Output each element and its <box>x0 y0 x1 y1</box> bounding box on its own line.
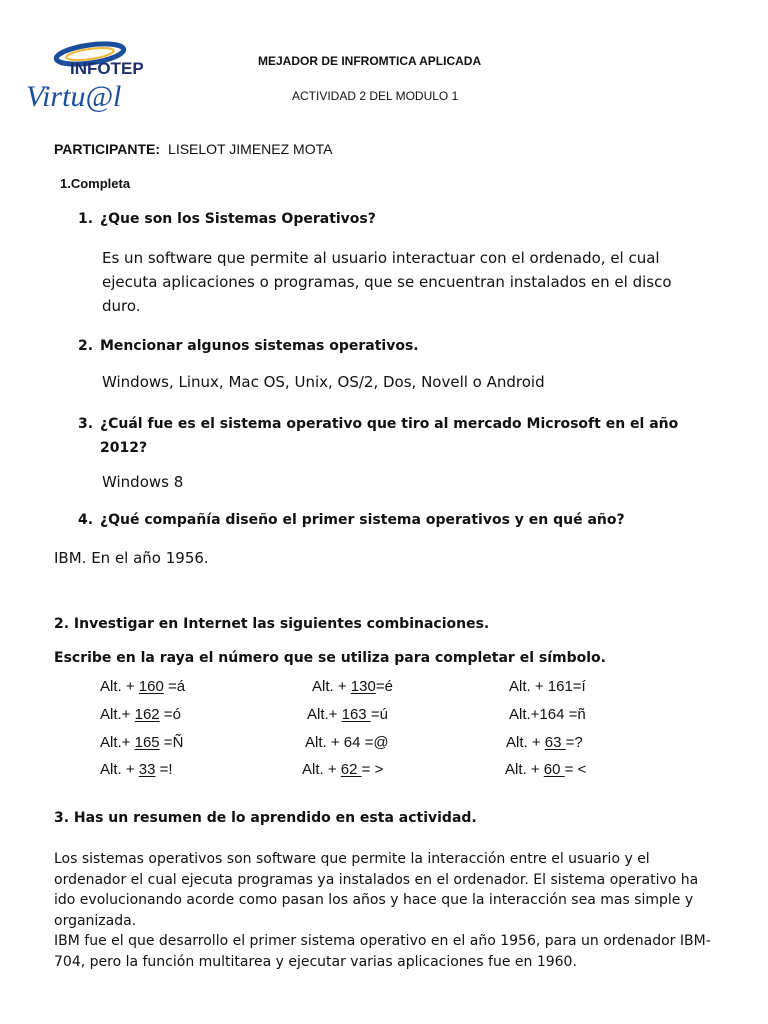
combo-r3-c1: Alt. + 62 = > <box>302 761 384 778</box>
combo-r2-c1: Alt. + 64 =@ <box>305 734 389 751</box>
combo-r1-c0: Alt.+ 162 =ó <box>100 706 181 723</box>
combo-r2-c2: Alt. + 63 =? <box>506 734 583 751</box>
answer-1 <box>102 246 672 318</box>
summary-text <box>54 849 724 972</box>
section1-heading: 1.Completa <box>60 176 131 191</box>
logo-graphic <box>24 40 144 112</box>
section2-instruction: Escribe en la raya el número que se utiliza para completar el símbolo. <box>54 650 606 666</box>
question-text: ¿Qué compañía diseño el primer sistema operativos y en qué año? <box>100 512 625 528</box>
question-text-continued: 2012? <box>100 440 148 456</box>
combo-r0-c2: Alt. + 161=í <box>509 678 586 695</box>
document-title: MEJADOR DE INFROMTICA APLICADA <box>258 54 482 68</box>
answer-3 <box>102 470 183 494</box>
logo-bottom-text: Virtu@l <box>26 80 122 112</box>
combo-r2-c0: Alt.+ 165 =Ñ <box>100 734 184 751</box>
question-text: ¿Que son los Sistemas Operativos? <box>100 211 376 227</box>
participant-label: PARTICIPANTE: <box>54 141 161 157</box>
answer-4 <box>54 546 209 570</box>
question-text: Mencionar algunos sistemas operativos. <box>100 338 419 354</box>
question-1 <box>78 211 376 227</box>
infotep-virtual-logo <box>24 40 144 112</box>
participant-line <box>54 141 332 157</box>
logo-top-text: INFOTEP <box>70 59 144 78</box>
combo-r3-c2: Alt. + 60 = < <box>505 761 587 778</box>
answer-line: duro. <box>102 297 141 315</box>
answer-line: ejecuta aplicaciones o programas, que se encuentran instalados en el disco <box>102 273 672 291</box>
answer-2 <box>102 370 545 394</box>
summary-paragraph: Los sistemas operativos son software que permite la interacción entre el usuario y el ordenador el cual ejecuta programas ya instalados en el ordenador. El sistema operativo ha ido evolucionando acorde como pasan los años y hace que la interacción sea mas simple y organizada. <box>54 851 699 929</box>
section2-heading: 2. Investigar en Internet las siguientes combinaciones. <box>54 616 490 632</box>
answer-line: Windows, Linux, Mac OS, Unix, OS/2, Dos, Novell o Android <box>102 373 545 391</box>
answer-line: Es un software que permite al usuario interactuar con el ordenado, el cual <box>102 249 660 267</box>
combo-r0-c1: Alt. + 130=é <box>312 678 393 695</box>
section3-heading: 3. Has un resumen de lo aprendido en esta actividad. <box>54 810 477 826</box>
question-number: 4. <box>78 512 94 528</box>
summary-paragraph: IBM fue el que desarrollo el primer sistema operativo en el año 1956, para un ordenador IBM-704, pero la función multitarea y ejecutar varias aplicaciones fue en 1960. <box>54 933 711 970</box>
combo-r1-c1: Alt.+ 163 =ú <box>307 706 388 723</box>
question-2 <box>78 338 419 354</box>
answer-line: IBM. En el año 1956. <box>54 549 209 567</box>
question-number: 1. <box>78 211 94 227</box>
question-number: 2. <box>78 338 94 354</box>
question-text: ¿Cuál fue es el sistema operativo que tiro al mercado Microsoft en el año <box>100 416 679 432</box>
combo-r3-c0: Alt. + 33 =! <box>100 761 173 778</box>
question-number: 3. <box>78 416 94 432</box>
combo-r1-c2: Alt.+164 =ñ <box>509 706 586 723</box>
answer-line: Windows 8 <box>102 473 184 491</box>
participant-name: LISELOT JIMENEZ MOTA <box>168 141 333 157</box>
document-subtitle: ACTIVIDAD 2 DEL MODULO 1 <box>292 89 459 103</box>
combo-r0-c0: Alt. + 160 =á <box>100 678 186 695</box>
question-3 <box>78 412 678 460</box>
question-4 <box>78 512 625 528</box>
